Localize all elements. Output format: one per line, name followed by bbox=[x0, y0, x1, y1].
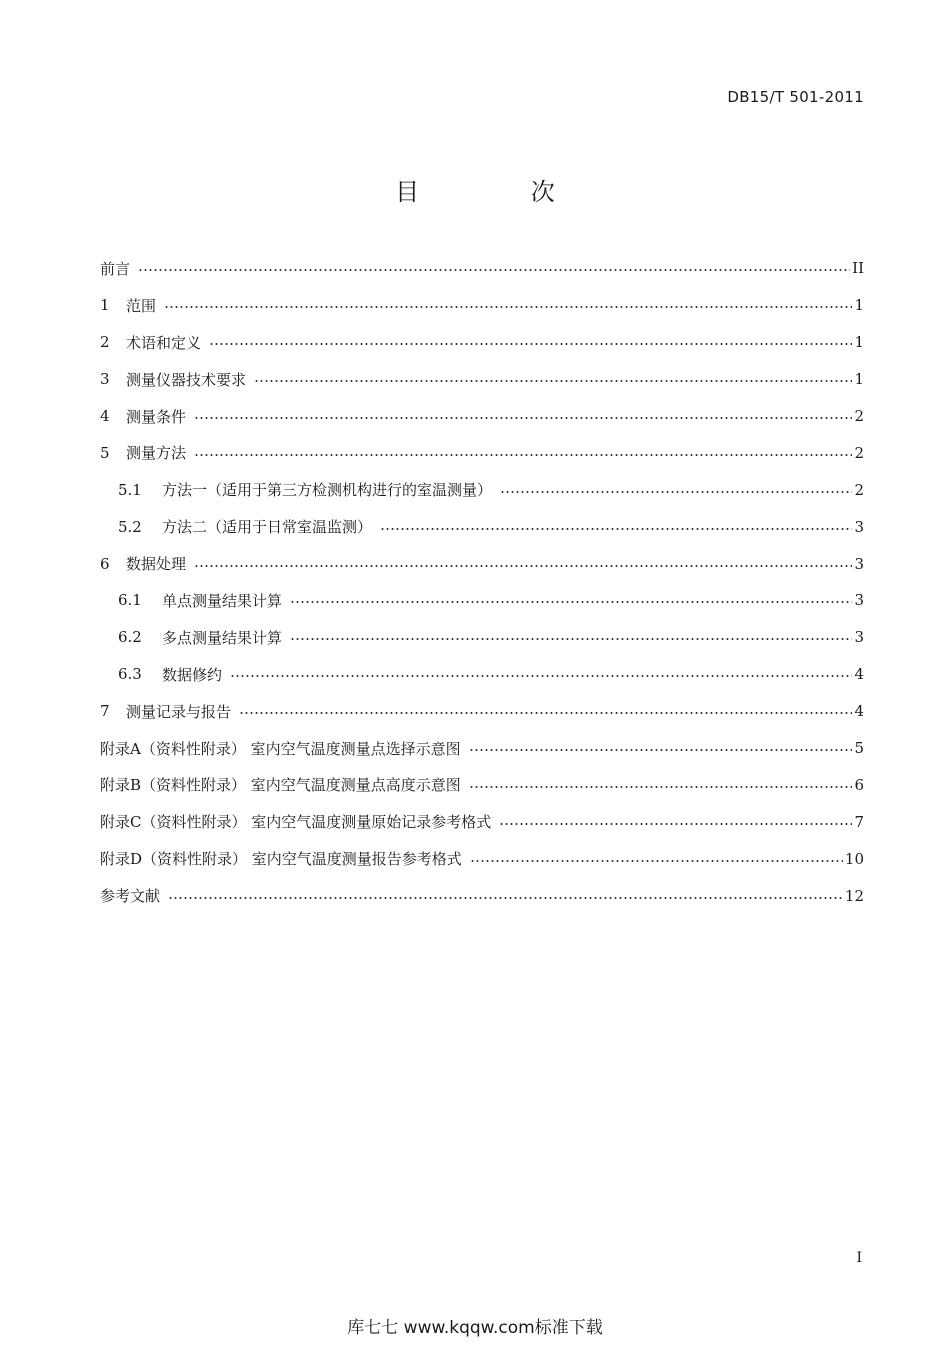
toc-entry-page: 2 bbox=[854, 480, 864, 499]
toc-entry-page: 2 bbox=[854, 443, 864, 462]
toc-entry-number: 6.2 bbox=[118, 628, 142, 647]
toc-leader-dots bbox=[138, 269, 850, 271]
toc-entry-number: 6.1 bbox=[118, 591, 142, 610]
toc-leader-dots bbox=[164, 306, 852, 308]
toc-entry-page: 5 bbox=[854, 739, 864, 758]
toc-entry-page: 2 bbox=[854, 407, 864, 425]
toc-leader-dots bbox=[470, 860, 843, 862]
toc-entry-references[interactable] bbox=[100, 877, 864, 914]
toc-entry-label: 附录C（资料性附录） 室内空气温度测量原始记录参考格式 bbox=[100, 813, 492, 832]
toc-entry-label: 附录D（资料性附录） 室内空气温度测量报告参考格式 bbox=[100, 850, 462, 869]
toc-entry-number: 3 bbox=[100, 370, 110, 389]
toc-entry-5-1[interactable] bbox=[100, 471, 864, 508]
toc-entry-page: 1 bbox=[854, 370, 864, 389]
toc-entry-label: 测量仪器技术要求 bbox=[126, 370, 247, 389]
toc-leader-dots bbox=[499, 823, 852, 825]
toc-leader-dots bbox=[254, 380, 852, 382]
toc-entry-page: 3 bbox=[854, 628, 864, 647]
toc-leader-dots bbox=[380, 528, 852, 530]
toc-entry-appendix-a[interactable] bbox=[100, 730, 864, 767]
toc-entry-4[interactable] bbox=[100, 398, 864, 435]
toc-entry-5-2[interactable] bbox=[100, 508, 864, 545]
toc-leader-dots bbox=[290, 638, 852, 640]
table-of-contents bbox=[100, 250, 864, 914]
toc-leader-dots bbox=[239, 712, 852, 714]
toc-entry-label: 参考文献 bbox=[100, 887, 161, 906]
toc-leader-dots bbox=[469, 786, 853, 788]
toc-entry-number: 5.1 bbox=[118, 480, 142, 499]
toc-entry-preface[interactable] bbox=[100, 250, 864, 287]
toc-entry-label: 测量条件 bbox=[126, 407, 187, 426]
toc-entry-label: 附录A（资料性附录） 室内空气温度测量点选择示意图 bbox=[100, 739, 461, 758]
toc-entry-number: 1 bbox=[100, 296, 110, 315]
toc-leader-dots bbox=[230, 675, 852, 677]
toc-leader-dots bbox=[500, 491, 852, 493]
toc-leader-dots bbox=[168, 897, 843, 899]
toc-leader-dots bbox=[209, 343, 852, 345]
page-title: 目 次 bbox=[395, 178, 607, 206]
toc-entry-label: 数据修约 bbox=[162, 665, 223, 684]
toc-entry-label: 多点测量结果计算 bbox=[162, 628, 283, 647]
toc-entry-1[interactable] bbox=[100, 287, 864, 324]
toc-entry-6-1[interactable] bbox=[100, 582, 864, 619]
toc-entry-appendix-b[interactable] bbox=[100, 766, 864, 803]
toc-entry-6-2[interactable] bbox=[100, 619, 864, 656]
toc-entry-page: 1 bbox=[854, 333, 864, 352]
toc-entry-number: 5.2 bbox=[118, 517, 142, 536]
toc-entry-label: 测量记录与报告 bbox=[126, 702, 232, 721]
toc-entry-page: 3 bbox=[854, 591, 864, 610]
toc-entry-number: 5 bbox=[100, 443, 110, 462]
toc-entry-label: 数据处理 bbox=[126, 555, 187, 574]
toc-entry-number: 6.3 bbox=[118, 665, 142, 684]
download-watermark: 库七七 www.kqqw.com标准下载 bbox=[347, 1318, 603, 1338]
toc-entry-page: 4 bbox=[854, 702, 864, 721]
toc-entry-label: 附录B（资料性附录） 室内空气温度测量点高度示意图 bbox=[100, 776, 461, 795]
toc-entry-page: 3 bbox=[854, 517, 864, 536]
toc-entry-page: 4 bbox=[854, 665, 864, 684]
toc-entry-label: 术语和定义 bbox=[126, 333, 202, 352]
toc-entry-label: 前言 bbox=[100, 259, 131, 278]
toc-entry-6-3[interactable] bbox=[100, 656, 864, 693]
toc-entry-page: 6 bbox=[854, 775, 864, 794]
toc-entry-page: II bbox=[852, 259, 864, 278]
toc-entry-5[interactable] bbox=[100, 434, 864, 471]
toc-entry-label: 单点测量结果计算 bbox=[162, 591, 283, 610]
toc-entry-number: 4 bbox=[100, 407, 110, 425]
toc-entry-label: 方法一（适用于第三方检测机构进行的室温测量） bbox=[162, 481, 493, 500]
toc-entry-2[interactable] bbox=[100, 324, 864, 361]
toc-entry-appendix-c[interactable] bbox=[100, 803, 864, 840]
toc-entry-label: 方法二（适用于日常室温监测） bbox=[162, 518, 373, 537]
toc-leader-dots bbox=[194, 454, 852, 456]
toc-entry-appendix-d[interactable] bbox=[100, 840, 864, 877]
toc-entry-6[interactable] bbox=[100, 545, 864, 582]
toc-entry-number: 2 bbox=[100, 333, 110, 352]
toc-entry-page: 10 bbox=[844, 849, 864, 868]
toc-entry-3[interactable] bbox=[100, 361, 864, 398]
page-number: I bbox=[856, 1250, 862, 1266]
toc-entry-7[interactable] bbox=[100, 693, 864, 730]
toc-entry-label: 范围 bbox=[126, 296, 157, 315]
toc-leader-dots bbox=[290, 601, 852, 603]
toc-entry-number: 6 bbox=[100, 554, 110, 573]
toc-entry-page: 7 bbox=[854, 812, 864, 831]
toc-leader-dots bbox=[469, 749, 853, 751]
toc-entry-label: 测量方法 bbox=[126, 444, 187, 463]
toc-leader-dots bbox=[194, 565, 852, 567]
toc-entry-page: 3 bbox=[854, 554, 864, 573]
toc-leader-dots bbox=[194, 417, 852, 419]
toc-entry-number: 7 bbox=[100, 702, 110, 721]
toc-entry-page: 12 bbox=[844, 886, 864, 905]
standard-code: DB15/T 501-2011 bbox=[727, 88, 864, 106]
toc-entry-page: 1 bbox=[854, 296, 864, 315]
